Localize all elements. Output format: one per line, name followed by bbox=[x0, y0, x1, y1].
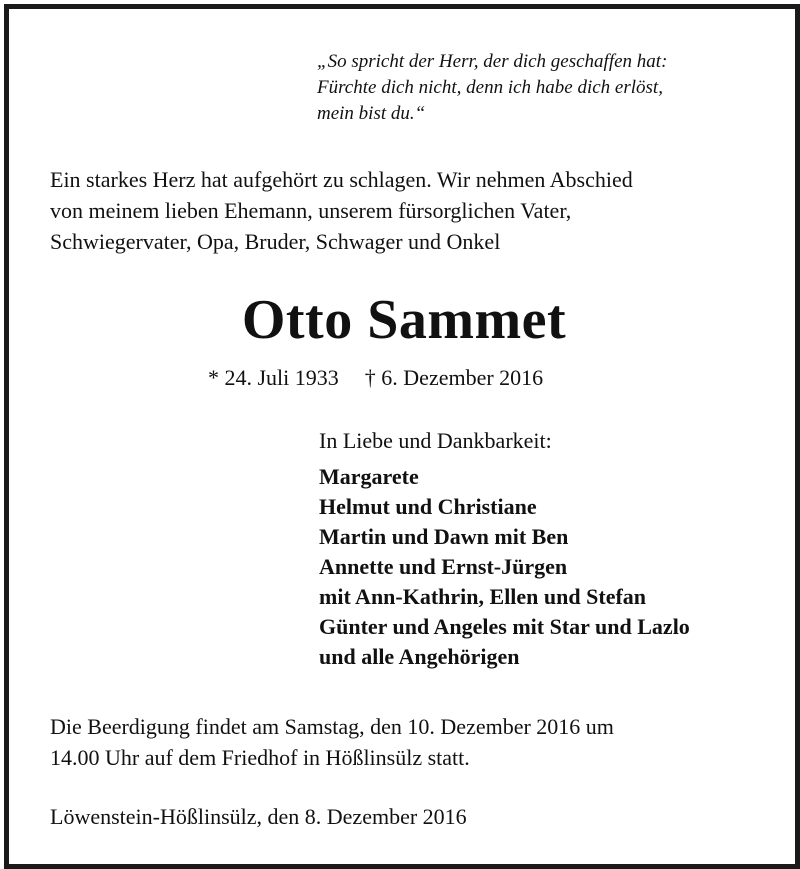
mourners-heading: In Liebe und Dankbarkeit: bbox=[319, 428, 552, 453]
mourner-line: und alle Angehörigen bbox=[319, 644, 520, 669]
intro-line: Schwiegervater, Opa, Bruder, Schwager und Onkel bbox=[50, 229, 501, 254]
death-date: † 6. Dezember 2016 bbox=[364, 365, 544, 390]
obituary-frame bbox=[4, 4, 800, 869]
mourner-line: Martin und Dawn mit Ben bbox=[319, 524, 569, 549]
life-dates bbox=[208, 363, 543, 393]
intro-line: von meinem lieben Ehemann, unserem fürsorglichen Vater, bbox=[50, 198, 572, 223]
quote-line: „So spricht der Herr, der dich geschaffen hat: bbox=[317, 51, 668, 72]
intro-line: Ein starkes Herz hat aufgehört zu schlagen. Wir nehmen Abschied bbox=[50, 167, 633, 192]
funeral-line: Die Beerdigung findet am Samstag, den 10. Dezember 2016 um bbox=[50, 714, 614, 739]
mourner-line: Günter und Angeles mit Star und Lazlo bbox=[319, 614, 690, 639]
bible-quote bbox=[317, 49, 767, 127]
quote-line: mein bist du.“ bbox=[317, 103, 426, 124]
mourner-line: Annette und Ernst-Jürgen bbox=[319, 554, 568, 579]
quote-line: Fürchte dich nicht, denn ich habe dich erlöst, bbox=[317, 77, 663, 98]
funeral-notice bbox=[50, 711, 614, 773]
mourner-line: Margarete bbox=[319, 464, 419, 489]
funeral-line: 14.00 Uhr auf dem Friedhof in Hößlinsülz statt. bbox=[50, 745, 470, 770]
deceased-name: Otto Sammet bbox=[241, 289, 567, 351]
mourner-line: mit Ann-Kathrin, Ellen und Stefan bbox=[319, 584, 647, 609]
birth-date: * 24. Juli 1933 bbox=[208, 365, 339, 390]
intro-text bbox=[50, 164, 790, 257]
place-and-date: Löwenstein-Hößlinsülz, den 8. Dezember 2016 bbox=[50, 804, 467, 829]
mourners-list bbox=[319, 462, 690, 672]
mourner-line: Helmut und Christiane bbox=[319, 494, 537, 519]
